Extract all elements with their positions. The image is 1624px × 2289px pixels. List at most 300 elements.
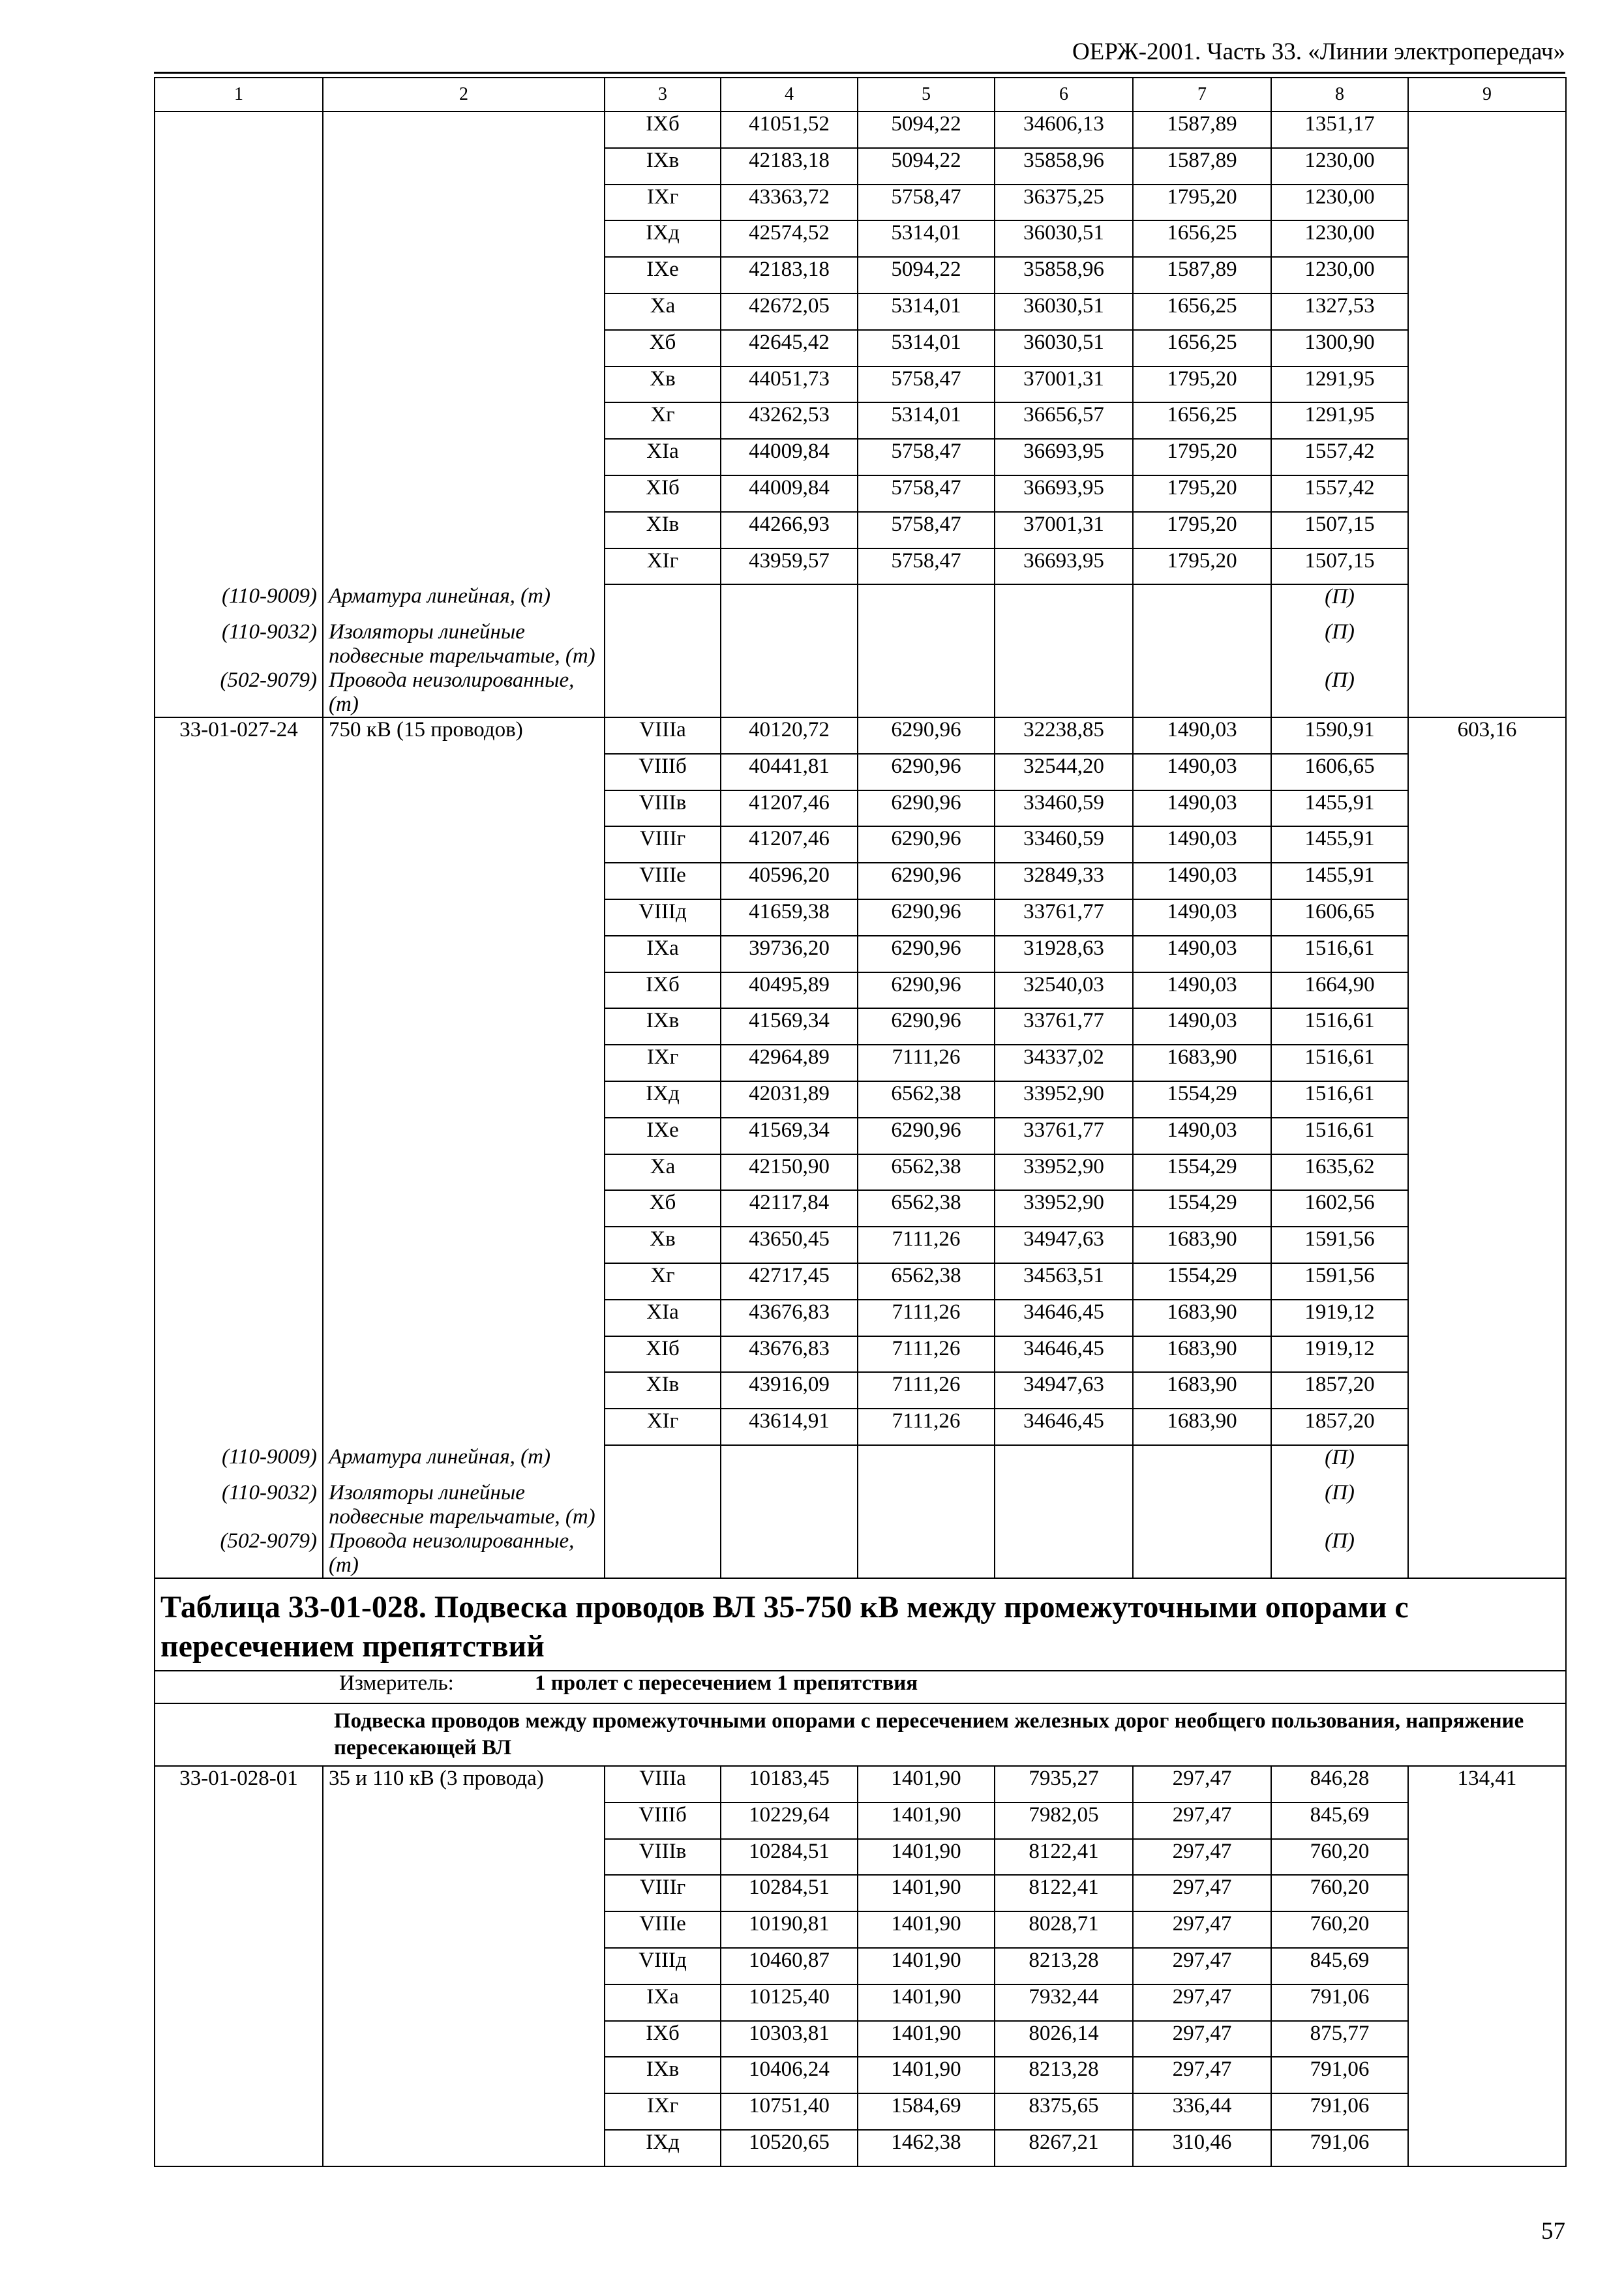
cell-col-7: 1587,89 (1133, 112, 1271, 148)
row-name (323, 1839, 605, 1876)
row-code (155, 936, 323, 972)
row-code (155, 548, 323, 585)
row-code (155, 367, 323, 403)
cell-col-5: 6290,96 (858, 754, 995, 790)
cell-col-5: 5094,22 (858, 148, 995, 185)
row-code (155, 1984, 323, 2021)
table-subtitle: Подвеска проводов между промежуточными опорами с пересечением железных дорог необщего пользования, напряжение пересекающей ВЛ (155, 1703, 1566, 1767)
cell-col-6: 34606,13 (995, 112, 1133, 148)
row-name (323, 512, 605, 548)
row-name: 35 и 110 кВ (3 провода) (323, 1766, 605, 1803)
column-number: 5 (858, 78, 995, 112)
cell-col-6: 8122,41 (995, 1839, 1133, 1876)
cell-col-7: 1587,89 (1133, 257, 1271, 293)
cell-col-3: XIг (605, 548, 721, 585)
cell-col-6: 33460,59 (995, 790, 1133, 827)
row-code (155, 2057, 323, 2093)
cell-col-6: 34646,45 (995, 1336, 1133, 1373)
cell-col-8: 760,20 (1271, 1911, 1408, 1948)
row-code: 33-01-027-24 (155, 717, 323, 754)
cell-col-5: 1401,90 (858, 1984, 995, 2021)
table-row (155, 512, 1566, 548)
row-code (155, 863, 323, 899)
row-name (323, 293, 605, 330)
cell-col-4: 39736,20 (721, 936, 858, 972)
cell-col-7: 1683,90 (1133, 1300, 1271, 1336)
table-row (155, 402, 1566, 439)
resource-mark: (П) (1271, 1529, 1408, 1578)
cell-col-8: 760,20 (1271, 1839, 1408, 1876)
row-code (155, 1911, 323, 1948)
row-name (323, 1336, 605, 1373)
cell-col-6: 36693,95 (995, 439, 1133, 475)
cell-col-5: 5314,01 (858, 402, 995, 439)
cell-col-9 (1408, 1045, 1566, 1081)
cell-col-7: 297,47 (1133, 1839, 1271, 1876)
cell-col-6: 35858,96 (995, 257, 1133, 293)
table-row (155, 1190, 1566, 1227)
resource-name: Арматура линейная, (т) (323, 1445, 605, 1481)
cell-col-3: IXб (605, 112, 721, 148)
row-code (155, 1839, 323, 1876)
row-code (155, 1372, 323, 1409)
cell-col-4: 40120,72 (721, 717, 858, 754)
empty-cell (858, 1529, 995, 1578)
table-title-row (155, 1578, 1566, 1671)
cell-col-7: 1490,03 (1133, 1008, 1271, 1045)
row-code: 33-01-028-01 (155, 1766, 323, 1803)
cell-col-3: VIIIг (605, 826, 721, 863)
row-name (323, 220, 605, 257)
empty-cell (858, 584, 995, 620)
resource-note-row (155, 1481, 1566, 1529)
row-name (323, 148, 605, 185)
cell-col-9: 134,41 (1408, 1766, 1566, 1803)
empty-cell (995, 1529, 1133, 1578)
cell-col-9 (1408, 2130, 1566, 2166)
table-row (155, 754, 1566, 790)
cell-col-3: IXб (605, 972, 721, 1009)
row-name (323, 2021, 605, 2057)
cell-col-3: XIб (605, 475, 721, 512)
empty-cell (721, 584, 858, 620)
cell-col-8: 1516,61 (1271, 936, 1408, 972)
cell-col-5: 6290,96 (858, 1118, 995, 1154)
cell-col-8: 1516,61 (1271, 1081, 1408, 1118)
row-name: 750 кВ (15 проводов) (323, 717, 605, 754)
cell-col-3: IXг (605, 185, 721, 221)
cell-col-4: 42964,89 (721, 1045, 858, 1081)
cell-col-9 (1408, 1839, 1566, 1876)
cell-col-9 (1408, 1336, 1566, 1373)
resource-mark: (П) (1271, 668, 1408, 717)
row-name (323, 1154, 605, 1191)
resource-note-row (155, 584, 1566, 620)
cell-col-9 (1408, 293, 1566, 330)
row-code (155, 1081, 323, 1118)
row-name (323, 1875, 605, 1911)
cell-col-4: 43676,83 (721, 1336, 858, 1373)
row-code (155, 512, 323, 548)
cell-col-3: Xа (605, 1154, 721, 1191)
cell-col-3: Xг (605, 402, 721, 439)
cell-col-8: 1919,12 (1271, 1300, 1408, 1336)
table-row (155, 1372, 1566, 1409)
cell-col-9 (1408, 1154, 1566, 1191)
cell-col-6: 34947,63 (995, 1227, 1133, 1263)
cell-col-3: XIв (605, 512, 721, 548)
cell-col-9 (1408, 1081, 1566, 1118)
empty-cell (605, 1529, 721, 1578)
cell-col-3: Xв (605, 367, 721, 403)
cell-col-9 (1408, 475, 1566, 512)
table-row (155, 1263, 1566, 1300)
cell-col-9 (1408, 1263, 1566, 1300)
row-code (155, 1118, 323, 1154)
resource-name: Изоляторы линейные подвесные тарельчатые, (т) (323, 620, 605, 668)
table-row (155, 1081, 1566, 1118)
cell-col-8: 1230,00 (1271, 220, 1408, 257)
cell-col-6: 32238,85 (995, 717, 1133, 754)
cell-col-6: 33952,90 (995, 1081, 1133, 1118)
resource-code: (502-9079) (155, 1529, 323, 1578)
cell-col-5: 5314,01 (858, 330, 995, 367)
empty-cell (721, 620, 858, 668)
cell-col-9 (1408, 257, 1566, 293)
cell-col-5: 6562,38 (858, 1263, 995, 1300)
cell-col-8: 846,28 (1271, 1766, 1408, 1803)
cell-col-5: 1401,90 (858, 1766, 995, 1803)
cell-col-4: 40495,89 (721, 972, 858, 1009)
cell-col-5: 7111,26 (858, 1336, 995, 1373)
cell-col-9 (1408, 899, 1566, 936)
row-name (323, 1045, 605, 1081)
cell-col-8: 1455,91 (1271, 826, 1408, 863)
cell-col-5: 5094,22 (858, 257, 995, 293)
table-row (155, 1409, 1566, 1445)
cell-col-3: IXа (605, 936, 721, 972)
table-row (155, 863, 1566, 899)
cell-col-9 (1408, 1948, 1566, 1984)
cell-col-7: 297,47 (1133, 1948, 1271, 1984)
cell-col-4: 44266,93 (721, 512, 858, 548)
cell-col-7: 1490,03 (1133, 790, 1271, 827)
cell-col-3: VIIIа (605, 1766, 721, 1803)
row-name (323, 826, 605, 863)
cell-col-4: 42574,52 (721, 220, 858, 257)
row-name (323, 1300, 605, 1336)
cell-col-3: IXд (605, 220, 721, 257)
cell-col-6: 8213,28 (995, 1948, 1133, 1984)
row-code (155, 402, 323, 439)
cell-col-3: XIб (605, 1336, 721, 1373)
cell-col-9 (1408, 548, 1566, 585)
table-row (155, 1118, 1566, 1154)
cell-col-3: VIIIе (605, 1911, 721, 1948)
cell-col-3: IXд (605, 2130, 721, 2166)
cell-col-7: 1587,89 (1133, 148, 1271, 185)
cell-col-8: 1291,95 (1271, 402, 1408, 439)
cell-col-5: 5758,47 (858, 439, 995, 475)
cell-col-3: VIIIд (605, 899, 721, 936)
row-name (323, 112, 605, 148)
table-row (155, 1227, 1566, 1263)
cell-col-8: 1591,56 (1271, 1263, 1408, 1300)
cell-col-5: 6290,96 (858, 826, 995, 863)
cell-col-4: 41207,46 (721, 826, 858, 863)
cell-col-4: 41207,46 (721, 790, 858, 827)
table-row (155, 1336, 1566, 1373)
row-code (155, 1948, 323, 1984)
cell-col-9 (1408, 1300, 1566, 1336)
cell-col-3: IXв (605, 2057, 721, 2093)
empty-cell (1408, 584, 1566, 620)
column-number: 2 (323, 78, 605, 112)
cell-col-6: 36030,51 (995, 293, 1133, 330)
table-row (155, 2057, 1566, 2093)
empty-cell (1133, 668, 1271, 717)
row-name (323, 402, 605, 439)
empty-cell (995, 1445, 1133, 1481)
cell-col-6: 7935,27 (995, 1766, 1133, 1803)
cell-col-3: XIг (605, 1409, 721, 1445)
cell-col-3: IXе (605, 257, 721, 293)
cell-col-4: 10284,51 (721, 1875, 858, 1911)
row-name (323, 754, 605, 790)
empty-cell (995, 620, 1133, 668)
header-rule (154, 72, 1565, 74)
cell-col-6: 34563,51 (995, 1263, 1133, 1300)
empty-cell (1408, 1529, 1566, 1578)
cell-col-4: 10284,51 (721, 1839, 858, 1876)
row-code (155, 257, 323, 293)
row-name (323, 899, 605, 936)
cell-col-4: 41051,52 (721, 112, 858, 148)
table-row (155, 330, 1566, 367)
empty-cell (1133, 1529, 1271, 1578)
cell-col-7: 1554,29 (1133, 1263, 1271, 1300)
empty-cell (605, 620, 721, 668)
cell-col-5: 6290,96 (858, 1008, 995, 1045)
cell-col-5: 6290,96 (858, 972, 995, 1009)
cell-col-7: 336,44 (1133, 2093, 1271, 2130)
cell-col-3: VIIIв (605, 1839, 721, 1876)
cell-col-9 (1408, 1409, 1566, 1445)
row-code (155, 2021, 323, 2057)
row-name (323, 1948, 605, 1984)
resource-name: Провода неизолированные, (т) (323, 1529, 605, 1578)
empty-cell (605, 584, 721, 620)
cell-col-5: 6290,96 (858, 790, 995, 827)
cell-col-5: 6290,96 (858, 717, 995, 754)
cell-col-8: 1919,12 (1271, 1336, 1408, 1373)
empty-cell (858, 668, 995, 717)
cell-col-7: 1656,25 (1133, 293, 1271, 330)
cell-col-5: 7111,26 (858, 1300, 995, 1336)
cell-col-4: 42645,42 (721, 330, 858, 367)
cell-col-4: 41569,34 (721, 1118, 858, 1154)
cell-col-3: IXг (605, 2093, 721, 2130)
cell-col-7: 1554,29 (1133, 1081, 1271, 1118)
measure-value: 1 пролет с пересечением 1 препятствия (535, 1671, 918, 1695)
column-number: 9 (1408, 78, 1566, 112)
row-name (323, 1911, 605, 1948)
cell-col-7: 1683,90 (1133, 1336, 1271, 1373)
table-row (155, 1911, 1566, 1948)
cell-col-6: 32849,33 (995, 863, 1133, 899)
cell-col-7: 1656,25 (1133, 402, 1271, 439)
row-name (323, 1227, 605, 1263)
resource-name: Арматура линейная, (т) (323, 584, 605, 620)
cell-col-8: 1507,15 (1271, 548, 1408, 585)
table-title: Таблица 33-01-028. Подвеска проводов ВЛ 35-750 кВ между промежуточными опорами с пересечением препятствий (155, 1578, 1566, 1671)
resource-code: (110-9009) (155, 584, 323, 620)
cell-col-3: Xв (605, 1227, 721, 1263)
row-name (323, 790, 605, 827)
cell-col-4: 10406,24 (721, 2057, 858, 2093)
cell-col-3: IXг (605, 1045, 721, 1081)
cell-col-4: 43650,45 (721, 1227, 858, 1263)
cell-col-5: 1401,90 (858, 1911, 995, 1948)
table-row (155, 1154, 1566, 1191)
cell-col-9 (1408, 185, 1566, 221)
cell-col-6: 33761,77 (995, 899, 1133, 936)
cell-col-6: 36375,25 (995, 185, 1133, 221)
cell-col-8: 1300,90 (1271, 330, 1408, 367)
row-code (155, 185, 323, 221)
cell-col-3: IXа (605, 1984, 721, 2021)
cell-col-4: 10520,65 (721, 2130, 858, 2166)
cell-col-4: 43959,57 (721, 548, 858, 585)
cell-col-5: 5758,47 (858, 367, 995, 403)
cell-col-9 (1408, 512, 1566, 548)
resource-mark: (П) (1271, 1445, 1408, 1481)
cell-col-6: 36030,51 (995, 330, 1133, 367)
table-row (155, 972, 1566, 1009)
cell-col-5: 1462,38 (858, 2130, 995, 2166)
row-name (323, 367, 605, 403)
cell-col-3: XIа (605, 439, 721, 475)
cell-col-3: VIIIа (605, 717, 721, 754)
table-row (155, 185, 1566, 221)
cell-col-7: 297,47 (1133, 1875, 1271, 1911)
empty-cell (1408, 1481, 1566, 1529)
table-row (155, 257, 1566, 293)
row-code (155, 790, 323, 827)
cell-col-6: 34947,63 (995, 1372, 1133, 1409)
cell-col-6: 31928,63 (995, 936, 1133, 972)
cell-col-9 (1408, 1803, 1566, 1839)
cell-col-6: 8028,71 (995, 1911, 1133, 1948)
cell-col-8: 1591,56 (1271, 1227, 1408, 1263)
cell-col-5: 7111,26 (858, 1045, 995, 1081)
row-name (323, 439, 605, 475)
empty-cell (721, 1529, 858, 1578)
cell-col-3: VIIIб (605, 754, 721, 790)
cell-col-5: 7111,26 (858, 1409, 995, 1445)
table-row (155, 826, 1566, 863)
cell-col-5: 6562,38 (858, 1154, 995, 1191)
cell-col-7: 1490,03 (1133, 826, 1271, 863)
cell-col-7: 297,47 (1133, 1803, 1271, 1839)
empty-cell (995, 584, 1133, 620)
resource-note-row (155, 668, 1566, 717)
cell-col-8: 1857,20 (1271, 1372, 1408, 1409)
cell-col-3: XIа (605, 1300, 721, 1336)
cell-col-4: 42183,18 (721, 257, 858, 293)
cell-col-7: 297,47 (1133, 2057, 1271, 2093)
cell-col-5: 1401,90 (858, 1875, 995, 1911)
cell-col-8: 1635,62 (1271, 1154, 1408, 1191)
row-code (155, 2093, 323, 2130)
cell-col-8: 1230,00 (1271, 148, 1408, 185)
row-code (155, 754, 323, 790)
cell-col-8: 1664,90 (1271, 972, 1408, 1009)
cell-col-8: 1857,20 (1271, 1409, 1408, 1445)
cell-col-7: 1490,03 (1133, 899, 1271, 936)
cell-col-6: 32540,03 (995, 972, 1133, 1009)
cell-col-9 (1408, 220, 1566, 257)
row-name (323, 863, 605, 899)
cell-col-9 (1408, 1875, 1566, 1911)
cell-col-8: 1516,61 (1271, 1118, 1408, 1154)
cell-col-9: 603,16 (1408, 717, 1566, 754)
cell-col-6: 34646,45 (995, 1300, 1133, 1336)
cell-col-9 (1408, 367, 1566, 403)
table-row (155, 1008, 1566, 1045)
row-code (155, 475, 323, 512)
cell-col-6: 8026,14 (995, 2021, 1133, 2057)
cell-col-7: 297,47 (1133, 1984, 1271, 2021)
cell-col-6: 35858,96 (995, 148, 1133, 185)
cell-col-5: 5314,01 (858, 293, 995, 330)
cell-col-4: 42717,45 (721, 1263, 858, 1300)
cell-col-8: 845,69 (1271, 1803, 1408, 1839)
cell-col-6: 8122,41 (995, 1875, 1133, 1911)
row-code (155, 972, 323, 1009)
cell-col-5: 6290,96 (858, 899, 995, 936)
cell-col-7: 1656,25 (1133, 330, 1271, 367)
cell-col-6: 36693,95 (995, 548, 1133, 585)
cell-col-8: 1230,00 (1271, 257, 1408, 293)
cell-col-3: VIIIг (605, 1875, 721, 1911)
empty-cell (995, 668, 1133, 717)
empty-cell (1133, 620, 1271, 668)
cell-col-3: IXе (605, 1118, 721, 1154)
row-name (323, 1190, 605, 1227)
table-row (155, 2021, 1566, 2057)
cell-col-7: 1683,90 (1133, 1372, 1271, 1409)
empty-cell (1133, 1481, 1271, 1529)
cell-col-6: 37001,31 (995, 367, 1133, 403)
cell-col-7: 1795,20 (1133, 367, 1271, 403)
cell-col-9 (1408, 148, 1566, 185)
cell-col-7: 1554,29 (1133, 1154, 1271, 1191)
cell-col-3: Xб (605, 1190, 721, 1227)
table-row (155, 220, 1566, 257)
measure-cell (155, 1671, 1566, 1703)
cell-col-5: 1401,90 (858, 1803, 995, 1839)
cell-col-8: 791,06 (1271, 2093, 1408, 2130)
cell-col-9 (1408, 1372, 1566, 1409)
row-name (323, 1118, 605, 1154)
empty-cell (605, 668, 721, 717)
cell-col-6: 33952,90 (995, 1154, 1133, 1191)
row-name (323, 185, 605, 221)
cell-col-6: 33761,77 (995, 1008, 1133, 1045)
cell-col-7: 297,47 (1133, 2021, 1271, 2057)
column-number: 1 (155, 78, 323, 112)
